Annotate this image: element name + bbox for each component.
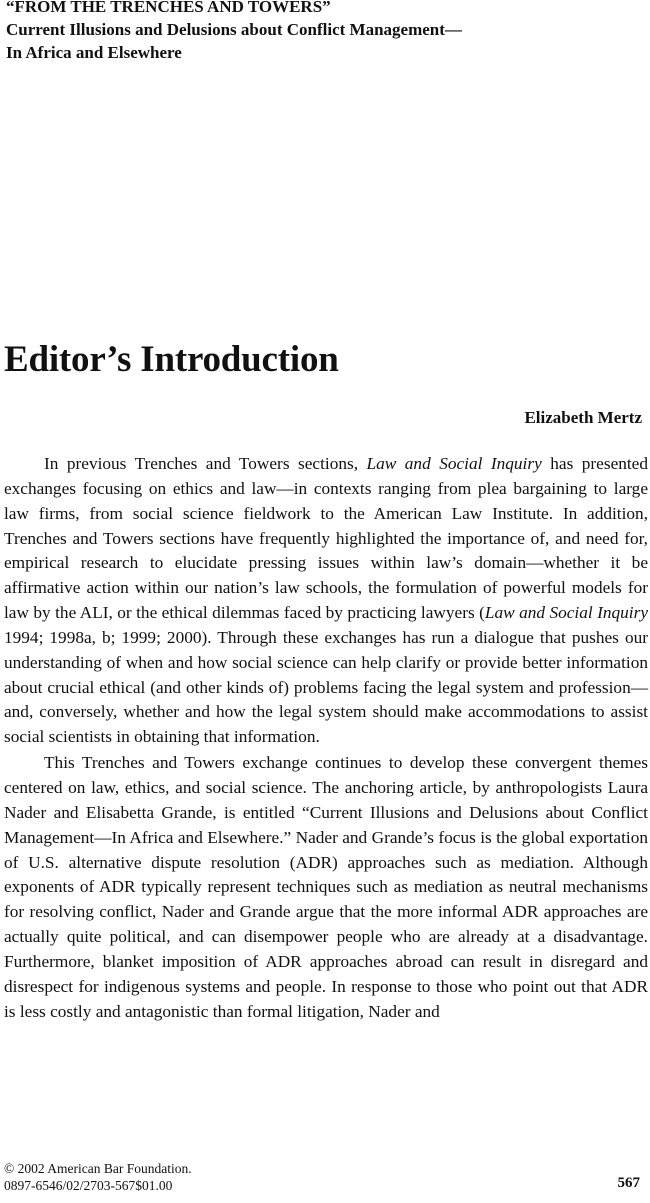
text-run: In previous Trenches and Towers sections, [44,454,367,473]
page-number: 567 [617,1175,640,1191]
footer-info [4,1160,192,1194]
article-code: 0897-6546/02/2703-567$01.00 [4,1178,173,1193]
article-title: Editor’s Introduction [4,339,339,380]
section-subtitle-line-1: Current Illusions and Delusions about Conflict Management— [6,20,462,39]
journal-title-italic: Law and Social Inquiry [366,454,542,473]
body-paragraph [4,452,648,750]
copyright-notice: © 2002 American Bar Foundation. [4,1161,192,1176]
journal-title-italic: Law and Social Inquiry [484,603,648,623]
text-run: This Trenches and Towers exchange continues to develop these convergent themes centered on law, ethics, and social science. The anchoring article, by anthropologists Laura Nader and Elisabetta Grande, is entitled “Current Illusions and Delusions about Conflict Management—In Africa and Elsewhere.” Nader and Grande’s focus is the global exportation of U.S. alternative dispute resolution (ADR) approaches such as mediation. Although exponents of ADR typically represent techniques such as mediation as neutral mechanisms for resolving conflict, Nader and Grande argue that the more informal ADR approaches are actually quite political, and can disempower people who are already at a disadvantage. Furthermore, blanket imposition of ADR approaches abroad can result in disregard and disrespect for indigenous systems and people. In response to those who point out that ADR is less costly and antagonistic than formal litigation, Nader and [4,753,648,1021]
article-body [4,452,648,1024]
text-run: 1994; 1998a, b; 1999; 2000). Through these exchanges has run a dialogue that pushes our understanding of when and how social science can help clarify or provide better information about crucial ethical (and other kinds of) problems facing the legal system and profession—and, conversely, whether and how the legal system should make accommodations to assist social scientists in obtaining that information. [4,627,648,747]
body-paragraph [4,751,648,1024]
text-run: has presented exchanges focusing on ethics and law—in contexts ranging from plea bargaining to large law firms, from social science fieldwork to the American Law Institute. In addition, Trenches and Towers sections have frequently highlighted the importance of, and need for, empirical research to elucidate pressing issues within law’s domain—whether it be affirmative action within our nation’s law schools, the formulation of powerful models for law by the ALI, or the ethical dilemmas faced by practicing lawyers ( [4,454,648,623]
section-subtitle-line-2: In Africa and Elsewhere [6,43,182,62]
section-header [6,0,636,64]
author-name: Elizabeth Mertz [524,408,642,427]
section-kicker: “FROM THE TRENCHES AND TOWERS” [6,0,331,16]
